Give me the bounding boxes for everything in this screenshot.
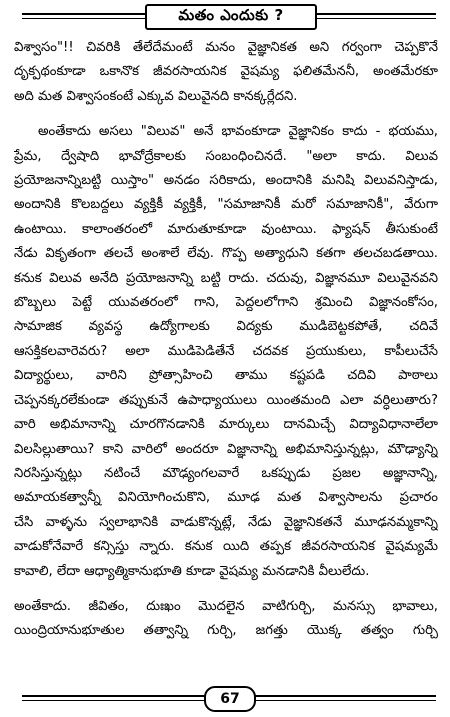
page-header — [22, 4, 436, 30]
text-line: అందానికి కొలబద్దలు వ్యక్తికీ వ్యక్తికీ, "సమాజానికీ మరో సమాజానికీ", వేరుగా — [14, 197, 438, 213]
text-line: సామాజిక వ్యవస్థ ఉద్యోగాలకు విద్యకు ముడిబెట్టకపోతే, చదివే — [14, 319, 438, 335]
text-line: ప్రయోజనాన్నిబట్టి యిస్తాం" అనడం సరికాదు, అందానికి మనిషి విలువనిస్తాడు, — [14, 173, 438, 189]
text-line: దృక్పథంకూడా ఒకానొక జీవరసాయనిక వైషమ్య ఫలితమేననీ, అంతమేరకూ — [14, 64, 438, 80]
page-footer — [22, 686, 436, 714]
text-line: చేసి వాళ్ళను స్వలాభానికి వాడుకొన్నట్లే, నేడు వైజ్ఞానికతనే మూఢనమ్మకాన్ని — [14, 514, 438, 530]
text-line: కావాలి, లేదా ఆధ్యాత్మికానుభూతి కూడా వైషమ్య మనడానికి వీలులేదు. — [14, 563, 370, 579]
text-line: యింద్రియానుభూతుల తత్వాన్ని గుర్చి, జగత్తు యొక్క తత్వం గుర్చి — [14, 623, 438, 639]
text-line: అమాయకత్వాన్నీ వినియోగించుకొని, మూఢ మత విశ్వాసాలను ప్రచారం — [14, 490, 438, 506]
text-line: అంతేకాదు అసలు "విలువ" అనే భావంకూడా వైజ్ఞానికం కాదు - భయము, — [38, 124, 438, 140]
text-line: వారి అభిమానాన్ని చూరగొనడానికి మార్కులు దానమిచ్చే విద్యావిధానాలేలా — [14, 417, 438, 433]
text-line: విద్యార్థులు, వారిని ప్రోత్సాహించి తాము కష్టపడి చదివి పాఠాలు — [14, 368, 438, 384]
text-line: విశ్వాసం"!! చివరికి తేలేదేమంటే మనం వైజ్ఞానికత అని గర్వంగా చెప్పకొనే — [14, 40, 438, 55]
text-line: అది మత విశ్వాసంకంటే ఎక్కువ విలువైనది కానక్కర్లేదని. — [14, 88, 298, 104]
text-line: అంతేకాదు. జీవితం, దుఃఖం మొదలైన వాటిగుర్చి, మనస్సు భావాలు, — [14, 598, 438, 614]
paragraph — [14, 120, 438, 584]
text-line: నిరసిస్తున్నట్లు నటించే మౌఢ్యంగలవారే ఒకప్పుడు ప్రజల అజ్ఞానాన్ని, — [14, 465, 438, 481]
chapter-title-box — [145, 4, 317, 30]
text-line: ప్రేమ, ద్వేషాది భావోద్రేకాలకు సంబంధించినదే. "అలా కాదు. విలువ — [14, 148, 438, 164]
text-line: ఉంటాయి. కాలాంతరంలో మారుతూకూడా వుంటాయి. ఫ్యాషన్ తీసుకుంటే — [14, 221, 438, 237]
text-line: విలసిల్లుతాయి? కాని వారిలో అందరూ విజ్ఞానాన్ని అభిమానిస్తున్నట్లు, మౌఢ్యాన్ని — [14, 441, 438, 457]
text-line: చెప్పనక్కరలేకుండా తప్పుకునే ఉపాధ్యాయులు యింతమంది ఎలా వర్ధిలుతారు? — [14, 392, 438, 408]
chapter-title: మతం ఎందుకు ? — [178, 6, 284, 24]
body-text — [14, 36, 438, 644]
paragraph — [14, 595, 438, 644]
text-line: బొబ్బలు పెట్టే యువతరంలో గాని, పెద్దలలోగాని శ్రమించి విజ్ఞానంకోసం, — [14, 295, 438, 311]
text-line: కనుక విలువ అనేది ప్రయోజనాన్ని బట్టి రాదు. చదువు, విజ్ఞానమూ విలువైనవని — [14, 270, 438, 286]
page-number: 67 — [220, 691, 240, 707]
text-line: ఆసక్తికలవారెవరు? అలా ముడిపెడితేనే చదవక ప్రయుకులు, కాపీలుచేసే — [14, 343, 438, 359]
paragraph — [14, 36, 438, 109]
text-line: నేడు వికృతంగా తలచే అంశాలే లేవు. గొప్ప అత్యాధుని కతగా తలచబడతాయి. — [14, 246, 438, 262]
text-line: వాడుకోనేవారే కన్సిస్తు న్నారు. కనుక యిది తప్పక జీవరసాయనిక వైషమ్యమే — [14, 539, 438, 555]
page-number-box — [204, 686, 256, 712]
